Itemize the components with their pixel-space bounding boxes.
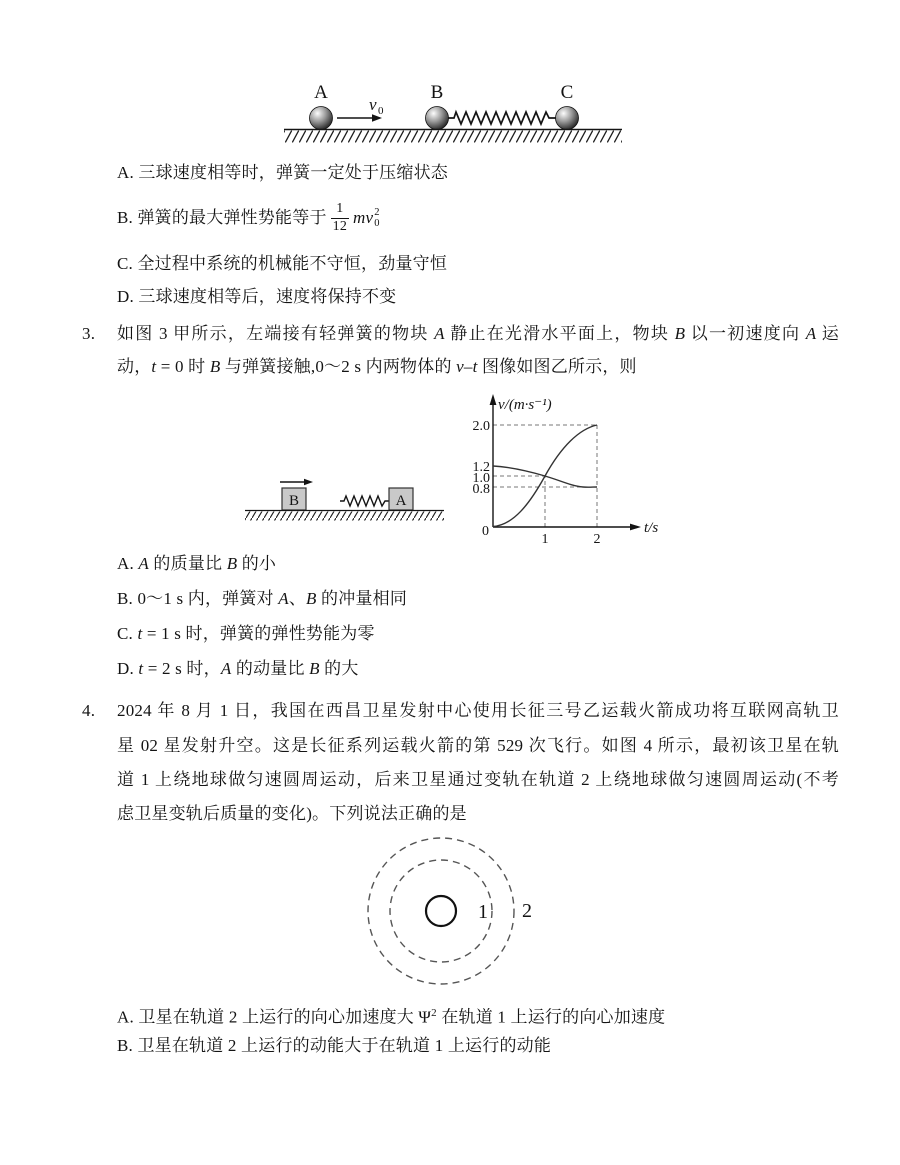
ytick-2.0: 2.0 [472, 419, 490, 434]
q4-option-a-pre: A. 卫星在轨道 2 上运行的向心加速度大 Ψ [117, 1007, 432, 1027]
q4-option-a [117, 1002, 665, 1029]
y-axis-label: v/(m·s⁻¹) [498, 397, 552, 413]
origin-label: 0 [482, 524, 489, 539]
v-subscript: 0 [374, 218, 380, 229]
q2-option-c: C. 全过程中系统的机械能不守恒，劲量守恒 [117, 254, 448, 273]
ball-b [426, 107, 449, 130]
q3-text-line1: 如图 3 甲所示，左端接有轻弹簧的物块 A 静止在光滑水平面上，物块 B 以一初速度向 A 运 [117, 324, 839, 343]
fraction-denominator: 12 [332, 218, 348, 234]
q2-option-b-text: B. 弹簧的最大弹性势能等于 [117, 208, 327, 227]
q4-text-line2: 星 02 星发射升空。这是长征系列运载火箭的第 529 次飞行。如图 4 所示，最初该卫星在轨 [117, 736, 839, 755]
xtick-1: 1 [541, 532, 549, 547]
q4-option-b: B. 卫星在轨道 2 上运行的动能大于在轨道 1 上运行的动能 [117, 1036, 552, 1055]
ground-hatching [245, 512, 444, 521]
ground-hatching [284, 131, 622, 143]
figure-blocks-spring [240, 468, 450, 523]
block-b-arrowhead [304, 479, 313, 485]
psi-superscript: 2 [431, 1007, 437, 1019]
ytick-1.0: 1.0 [472, 471, 490, 486]
ytick-1.2: 1.2 [472, 460, 490, 475]
x-axis-arrowhead [630, 524, 641, 531]
q4-number: 4. [82, 701, 96, 720]
spring-coil [340, 496, 389, 506]
mv-symbol: mv [353, 208, 374, 227]
q2-option-a: A. 三球速度相等时，弹簧一定处于压缩状态 [117, 163, 448, 182]
q2-option-b [117, 197, 380, 239]
q3-option-a: A. A 的质量比 B 的小 [117, 554, 277, 573]
q3-number: 3. [82, 324, 96, 343]
q4-text-line4: 虑卫星变轨后质量的变化)。下列说法正确的是 [117, 804, 467, 823]
spring-coil [448, 112, 556, 124]
orbit-1-label: 1 [478, 901, 488, 923]
q4-text-line3: 道 1 上绕地球做匀速圆周运动，后来卫星通过变轨在轨道 2 上绕地球做匀速圆周运动(不考 [117, 770, 839, 789]
ball-a-label: A [314, 82, 328, 103]
earth-circle [426, 896, 456, 926]
y-axis-arrowhead [490, 394, 497, 405]
q3-text-line2: 动，t = 0 时 B 与弹簧接触,0～2 s 内两物体的 v–t 图像如图乙所示，则 [117, 357, 637, 376]
fraction-one-twelfth [331, 201, 349, 234]
figure-vt-graph [455, 392, 695, 557]
q4-option-a-post: 在轨道 1 上运行的向心加速度 [436, 1007, 666, 1027]
ball-a [310, 107, 333, 130]
v-superscript: 2 [374, 206, 380, 218]
orbit-2-label: 2 [522, 900, 532, 922]
ball-c [556, 107, 579, 130]
q4-text-line1: 2024 年 8 月 1 日，我国在西昌卫星发射中心使用长征三号乙运载火箭成功将互联网高轨卫 [117, 701, 839, 720]
figure-balls-spring [278, 78, 628, 148]
q3-option-b: B. 0～1 s 内，弹簧对 A、B 的冲量相同 [117, 589, 408, 608]
v0-subscript: 0 [378, 105, 384, 117]
q3-option-c: C. t = 1 s 时，弹簧的弹性势能为零 [117, 624, 375, 643]
q2-option-d: D. 三球速度相等后，速度将保持不变 [117, 287, 397, 306]
block-a-label: A [395, 493, 407, 509]
x-axis-label: t/s [644, 520, 659, 536]
v0-squared-scripts [374, 207, 379, 229]
block-b-label: B [288, 493, 300, 509]
q3-option-d: D. t = 2 s 时，A 的动量比 B 的大 [117, 659, 359, 678]
fraction-numerator: 1 [336, 201, 344, 217]
figure-orbits [328, 823, 558, 1003]
ball-b-label: B [430, 82, 444, 103]
ytick-0.8: 0.8 [472, 482, 490, 497]
ball-c-label: C [560, 82, 574, 103]
xtick-2: 2 [593, 532, 601, 547]
v0-label: v [369, 95, 377, 114]
